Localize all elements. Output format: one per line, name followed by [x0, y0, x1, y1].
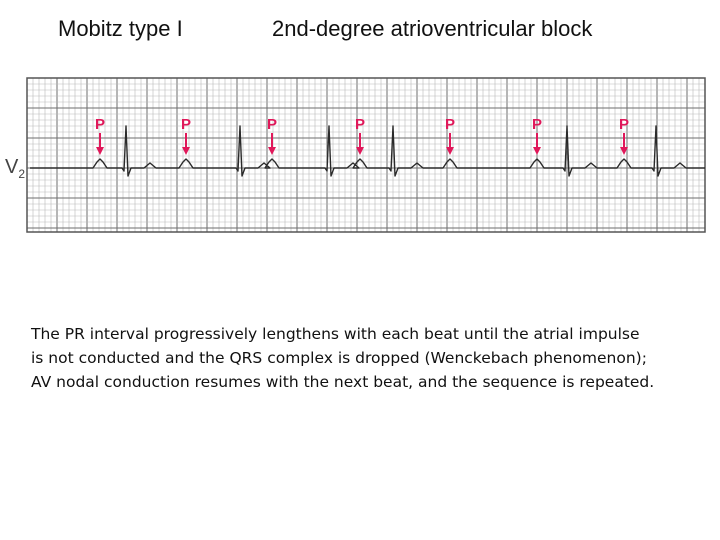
p-marker-label: P — [181, 116, 192, 133]
p-marker-label: P — [355, 116, 366, 133]
p-marker-label: P — [267, 116, 278, 133]
p-marker — [619, 116, 629, 155]
ecg-grid — [27, 78, 705, 232]
caption-line-1: The PR interval progressively lengthens with each beat until the atrial impulse — [31, 325, 640, 343]
ecg-trace — [30, 126, 705, 176]
p-marker — [95, 116, 105, 155]
p-marker — [532, 116, 542, 155]
p-marker — [181, 116, 191, 155]
lead-label: $V_2$ — [5, 156, 26, 181]
caption-line-2: is not conducted and the QRS complex is dropped (Wenckebach phenomenon); — [31, 349, 647, 367]
p-marker-arrow-head — [533, 147, 541, 155]
ecg-strip — [0, 75, 720, 235]
p-marker-label: P — [95, 116, 106, 133]
p-marker-label: P — [619, 116, 630, 133]
p-marker — [267, 116, 277, 155]
caption — [31, 322, 711, 394]
right-title: 2nd-degree atrioventricular block — [272, 16, 593, 41]
p-marker-arrow-head — [268, 147, 276, 155]
left-title: Mobitz type I — [58, 16, 183, 41]
p-marker-arrow-head — [96, 147, 104, 155]
p-marker-label: P — [532, 116, 543, 133]
caption-line-3: AV nodal conduction resumes with the next beat, and the sequence is repeated. — [31, 373, 655, 391]
p-marker-label: P — [445, 116, 456, 133]
